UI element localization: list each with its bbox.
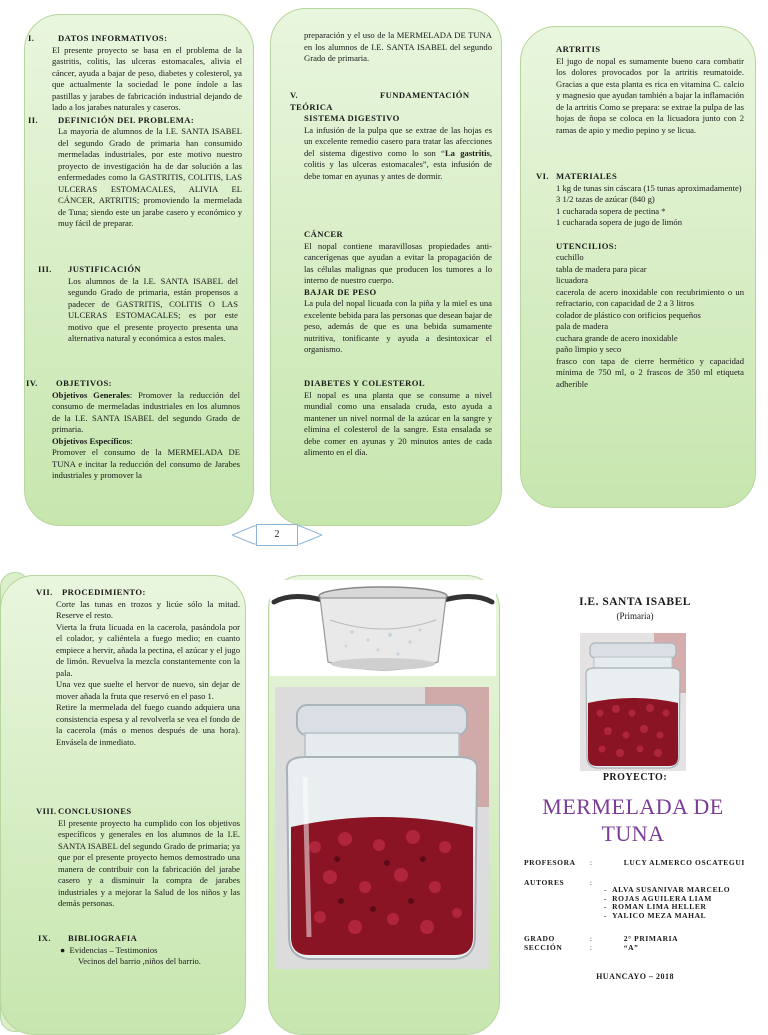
subsection-title: UTENCILIOS: <box>556 240 618 251</box>
procedure-steps <box>56 599 240 749</box>
list-item: licuadora <box>556 275 588 285</box>
teacher-label: PROFESORA <box>524 858 576 867</box>
school-name: I.E. SANTA ISABEL <box>579 596 691 608</box>
authors-list <box>604 886 730 920</box>
section-title: MATERIALES <box>556 171 618 181</box>
list-item: paño limpio y seco <box>556 344 622 354</box>
authors-label: AUTORES <box>524 878 565 887</box>
teacher-row: PROFESORA : LUCY ALMERCO OSCATEGUI <box>524 858 745 867</box>
list-item: 1 cucharada sopera de pectina * <box>556 205 666 216</box>
school-level: (Primaria) <box>616 611 654 621</box>
list-item: ● Evidencias – Testimonios <box>60 944 158 955</box>
cover-jar-photo <box>580 633 686 771</box>
city-year: HUANCAYO – 2018 <box>596 972 674 981</box>
grade-label: GRADO <box>524 934 555 943</box>
section-title: FUNDAMENTACIÓN TEÓRICA <box>290 90 470 112</box>
section-body: El presente proyecto se basa en el problema de la gastritis, colitis, las ulceras estomacales, alivia el cáncer, ayuda a bajar de peso, diabetes y colesterol, ya que actualmente la sociedad le pone índole a las pastillas y jarabes de fabricación industrial dejando de lado a los jarabes naturales y caseros. <box>52 44 242 112</box>
subsection-title: ARTRITIS <box>556 44 601 54</box>
jam-jar-icon <box>275 687 489 969</box>
list-item: Corte las tunas en trozos y licúe sólo la mitad. Reserve el resto. <box>56 598 240 620</box>
section-title: DEFINICIÓN DEL PROBLEMA <box>58 114 191 125</box>
list-item: 1 cucharada sopera de jugo de limón <box>556 217 682 227</box>
section-title: BIBLIOGRAFIA <box>68 933 138 943</box>
list-item: 1 kg de tunas sin cáscara (15 tunas aproximadamente) <box>556 182 742 193</box>
section-fundamentacion: V. FUNDAMENTACIÓN TEÓRICA SISTEMA DIGESTIVO La infusión de la pulpa que se extrae de las hojas es un excelente remedio casero para tratar las afecciones del sistema digestivo como lo son “La gastritis, colitis y las ulceras estomacales”, esta infusión de debe tomar en ayunas y antes de dormir. <box>290 90 492 181</box>
jam-jar-icon <box>580 633 686 771</box>
subsection-title: DIABETES Y COLESTEROL <box>304 378 425 388</box>
intro-continuation: preparación y el uso de la MERMELADA DE TUNA en los alumnos de I.E. SANTA ISABEL del segundo Grado de primaria. <box>304 30 492 63</box>
subsection-title: CÁNCER <box>304 229 344 239</box>
grade-value: 2° PRIMARIA <box>623 934 679 943</box>
section-datos-informativos: I. DATOS INFORMATIVOS: El presente proyecto se basa en el problema de la gastritis, colitis, las ulceras estomacales, alivia el cáncer, ayuda a bajar de peso, diabetes y colesterol, ya que actualmente la sociedad le pone índole a las pastillas y jarabes de fabricación industrial dejando de lado a los jarabes naturales y caseros. II. DEFINICIÓN DEL PROBLEMA: La mayoría de alumnos de la I.E. SANTA ISABEL del segundo Grado de primaria han consumido mermeladas industriales, por este motivo nuestro proyecto de investigación ha de dar solución a las enfermedades como la GASTRITIS, COLITIS, LAS ULCERAS ESTOMACALES, ALIVIA EL CÁNCER, ARTRITIS; promoviendo la mermelada de Tuna; siendo este un jarabe casero y económico y muy fácil de preparar. <box>28 33 242 228</box>
section-cancer <box>304 229 492 356</box>
list-item: frasco con tapa de cierre hermético y capacidad mínima de 750 ml, o 2 frascos de 350 ml etiqueta adherible <box>556 355 744 389</box>
list-item: colador de plástico con orificios pequeños <box>556 309 701 320</box>
section-label: SECCIÓN <box>524 943 563 952</box>
list-item: Una vez que suelte el hervor de nuevo, sin dejar de mover añada la fruta que reservó en el paso 1. <box>56 679 240 701</box>
section-value: “A” <box>623 943 639 952</box>
subsection-title: SISTEMA DIGESTIVO <box>304 113 400 123</box>
section-title: CONCLUSIONES <box>58 806 132 816</box>
list-item: Vecinos del barrio ,niños del barrio. <box>78 956 201 966</box>
page-number: 2 <box>256 524 298 546</box>
section-artritis <box>556 44 744 136</box>
subsection-body: El nopal contiene maravillosas propiedades anti-cancerígenas que ayudan a evitar la propagación de las células malignas que producen los tumores a lo interno de nuestro cuerpo. <box>304 240 492 285</box>
section-conclusiones: VIII. CONCLUSIONES El presente proyecto ha cumplido con los objetivos específicos y generales en los alumnos de la I.E. SANTA ISABEL del segundo Grado de primaria; ya que por el presente proyecto hemos demostrado una manera de contribuir con la fabricación del jarabe casero y a disminuir la compra de jarabes industriales y a mejorar la Salud de los niños y las demás personas. <box>36 806 240 908</box>
list-item: - ALVA SUSANIVAR MARCELO <box>604 885 731 894</box>
list-item: cacerola de acero inoxidable con recubrimiento o un refractario, con capacidad de 2 a 3 litros <box>556 286 744 308</box>
project-label: PROYECTO: <box>602 772 668 783</box>
list-item: tabla de madera para picar <box>556 263 647 274</box>
list-item: - ROJAS AGUILERA LIAM <box>604 893 712 903</box>
utensils-list <box>556 252 744 390</box>
section-body: El presente proyecto ha cumplido con los objetivos específicos y generales en los alumnos de la I.E. SANTA ISABEL del segundo Grado de primaria; ya que por el presente proyecto hemos demostrado una manera de contribuir con la fabricación del jarabe casero y a disminuir la compra de jarabes industriales y a mejorar la Salud de los niños y las demás personas. <box>58 817 240 908</box>
list-item: cuchara grande de acero inoxidable <box>556 332 678 343</box>
section-bibliografia: IX. BIBLIOGRAFIA ● Evidencias – Testimonios Vecinos del barrio ,niños del barrio. <box>38 933 238 968</box>
section-materiales: VI. MATERIALES 1 kg de tunas sin cáscara (15 tunas aproximadamente) 3 1/2 tazas de azúcar (840 g) 1 cucharada sopera de pectina * 1 cucharada sopera de jugo de limón UTENCILIOS: cuchillo tabla de madera para picar licuadora cacerola de acero inoxidable con recubrimiento o un refractario, con capacidad de 2 a 3 litros colador de plástico con orificios pequeños pala de madera cuchara grande de acero inoxidable paño limpio y seco frasco con tapa de cierre hermético y capacidad mínima de 750 ml, o 2 frascos de 350 ml etiqueta adherible <box>536 171 744 389</box>
project-title: MERMELADA DE TUNA <box>542 794 724 846</box>
teacher-name: LUCY ALMERCO OSCATEGUI <box>623 858 745 867</box>
list-item: Retire la mermelada del fuego cuando adquiera una consistencia espesa y al revolverla se vea el fondo de la cacerola (más o menos después de una hora). Envásela de inmediato. <box>56 702 240 747</box>
subsection-body: El jugo de nopal es sumamente bueno cara combatir los dolores provocados por la artritis reumatoide. Gracias a que esta planta es rica en vitamina C. calcio y magnesio que ayudan también a bajar la inflamación de la artritis Como se prepara: se extrae la pulpa de las hojas de ñopa se coloca en la licuadora junto con 2 ramas de apio y medio pepino y se licua. <box>556 55 744 135</box>
objetivos-especificos-label: Objetivos Específicos <box>52 435 131 446</box>
objetivos-generales-body: : Promover la reducción del consumo de mermeladas industriales en los alumnos de la I.E. SANTA ISABEL del segundo Grado de primaria. <box>52 389 240 434</box>
list-item: - ROMAN LIMA HELLER <box>604 902 707 911</box>
list-item: 3 1/2 tazas de azúcar (840 g) <box>556 194 655 204</box>
list-item: - YALICO MEZA MAHAL <box>604 910 707 920</box>
section-justificacion: III. JUSTIFICACIÓN Los alumnos de la I.E. SANTA ISABEL del segundo Grado de primaria, están propensos a padecer de GASTRITIS, COLITIS O LAS ULCERAS ESTOMACALES; es por este motivo que el presente proyecto presenta una alternativa natural y económica a estos males. <box>38 264 238 343</box>
section-procedimiento: VII. PROCEDIMIENTO: Corte las tunas en trozos y licúe sólo la mitad. Reserve el resto. Vierta la fruta licuada en la cacerola, pasándola por el colador, y caliéntela a fuego medio; en cuanto empiece a hervir, añada la pectina, el azúcar y el jugo de limón. Revuelva la mezcla constantemente con la pala. Una vez que suelte el hervor de nuevo, sin dejar de mover añada la fruta que reservó en el paso 1. Retire la mermelada del fuego cuando adquiera una consistencia espesa y al revolverla se vea el fondo de la cacerola (más o menos después de una hora). Envásela de inmediato. <box>36 587 240 747</box>
pot-image <box>270 580 496 676</box>
subsection-body: La pula del nopal licuada con la piña y la miel es una excelente bebida para las personas que desean bajar de peso, además de que es una bebida sumamente nutritiva, tonificante y ayuda a desintoxicar el organismo. <box>304 298 493 354</box>
objetivos-generales-label: Objetivos Generales <box>52 389 130 400</box>
section-row: SECCIÓN : “A” <box>524 943 639 952</box>
materials-list <box>556 183 744 229</box>
list-item: Vierta la fruta licuada en la cacerola, pasándola por el colador, y caliéntela a fuego medio; en cuanto empiece a hervir, añada la pectina, el azúcar y el jugo de limón. Revuelva la mezcla constantemente con la pala. <box>56 621 240 678</box>
section-body: Los alumnos de la I.E. SANTA ISABEL del segundo Grado de primaria, están propensos a padecer de GASTRITIS, COLITIS O LAS ULCERAS ESTOMACALES; es por este motivo que el presente proyecto presenta una alternativa natural y económica a estos males. <box>68 275 238 343</box>
subsection-title: BAJAR DE PESO <box>304 286 377 297</box>
section-title: PROCEDIMIENTO <box>62 587 143 597</box>
subsection-body: La infusión de la pulpa que se extrae de las hojas es un excelente remedio casero para tratar las afecciones del sistema digestivo como lo son “La gastritis, colitis y las ulceras estomacales”, esta infusión de debe tomar en ayunas y antes de dormir. <box>304 124 492 181</box>
cooking-pot-icon <box>270 580 496 676</box>
section-objetivos: IV. OBJETIVOS: Objetivos Generales: Promover la reducción del consumo de mermeladas industriales en los alumnos de la I.E. SANTA ISABEL del segundo Grado de primaria. Objetivos Específicos: Promover el consumo de la MERMELADA DE TUNA e incitar la reducción del consumo de Jarabes industriales y promover la <box>26 378 240 480</box>
list-item: pala de madera <box>556 321 609 331</box>
list-item: cuchillo <box>556 252 584 262</box>
section-title: DATOS INFORMATIVOS <box>58 33 165 43</box>
authors-row: AUTORES : <box>524 878 592 887</box>
section-title: JUSTIFICACIÓN <box>68 264 142 274</box>
section-body: La mayoría de alumnos de la I.E. SANTA ISABEL del segundo Grado de primaria han consumido mermeladas industriales, por este motivo nuestro proyecto de investigación ha de dar solución a las enfermedades como la GASTRITIS, COLITIS, LAS ULCERAS ESTOMACALES, ALIVIA EL CÁNCER, ARTRITIS; promoviendo la mermelada de Tuna; siendo este un jarabe casero y económico y muy fácil de preparar. <box>58 126 242 228</box>
subsection-body: El nopal es una planta que se consume a nivel mundial como una ensalada cruda, esto ayuda a mantener un nivel normal de la azúcar en la sangre y elimina el colesterol de la sangre. Esta ensalada se debe comer en ayunas y 20 minutos antes de cada alimento en el día. <box>304 389 492 457</box>
section-title: OBJETIVOS <box>56 378 109 388</box>
grade-row: GRADO : 2° PRIMARIA <box>524 934 679 943</box>
section-diabetes <box>304 378 492 459</box>
objetivos-especificos-body: Promover el consumo de la MERMELADA DE TUNA e incitar la reducción del consumo de Jarabes industriales y promover la <box>52 447 240 480</box>
jar-photo <box>275 687 489 969</box>
